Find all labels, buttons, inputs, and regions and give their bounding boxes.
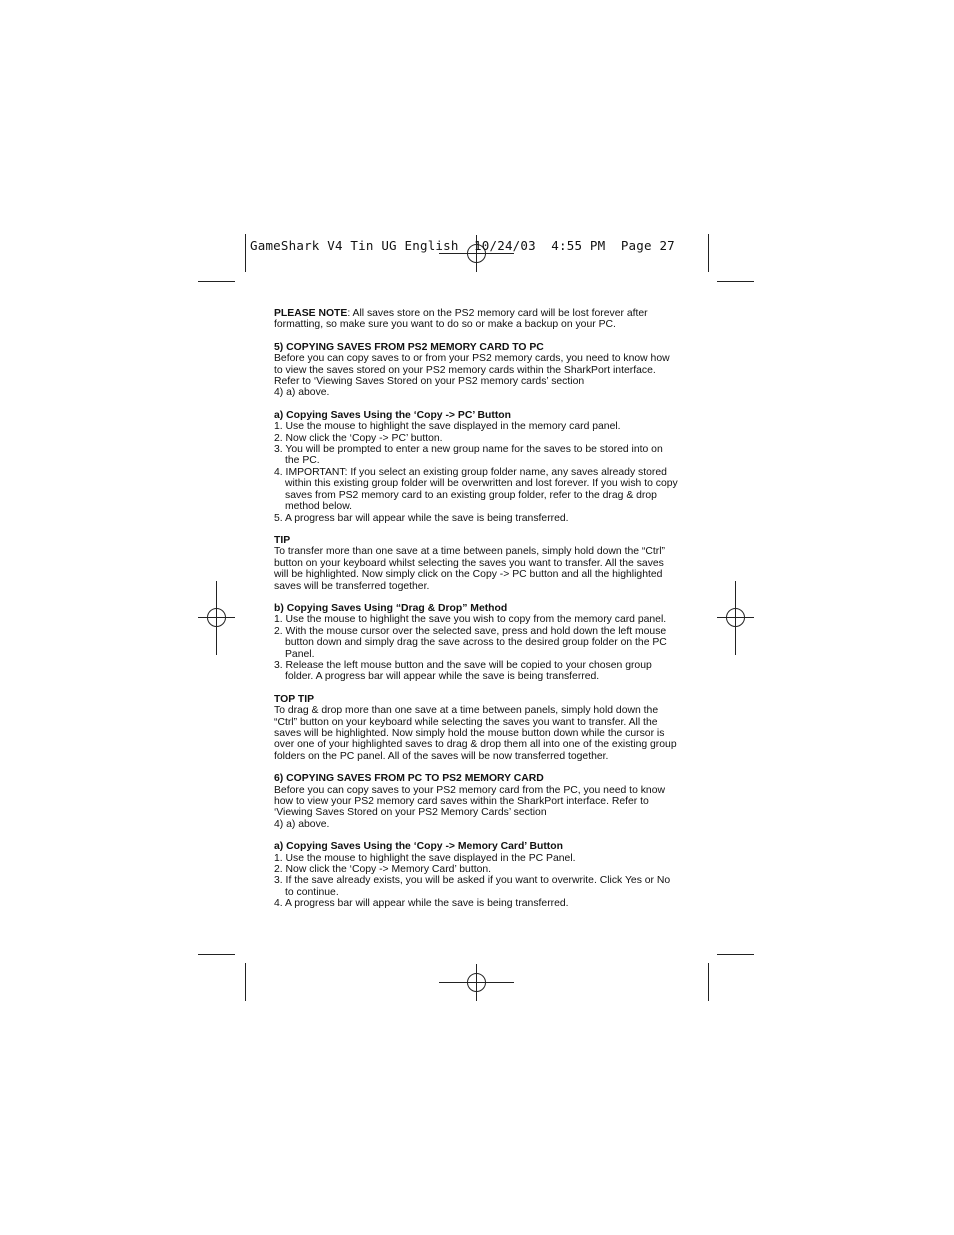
list-item: 1. Use the mouse to highlight the save displayed in the memory card panel. [274, 421, 621, 433]
section-6-heading: 6) COPYING SAVES FROM PC TO PS2 MEMORY CARD [274, 773, 544, 785]
registration-mark-bottom-circle [467, 973, 486, 992]
tip-text: To transfer more than one save at a time between panels, simply hold down the “Ctrl” button on your keyboard whilst selecting the saves you want to transfer. All the saves will be highlighted. Now simply click on the Copy -> PC button and all the highlighted saves will be transferred together. [274, 546, 665, 592]
crop-mark-top-left-horizontal [198, 281, 235, 282]
registration-mark-left-circle [207, 608, 226, 627]
list-item: 4. IMPORTANT: If you select an existing group folder name, any saves already stored within this existing group folder will be overwritten and lost forever. If you wish to copy saves from PS2 memory card to an existing group folder, refer to the drag & drop method below. [274, 466, 678, 513]
section-5 [274, 342, 680, 399]
list-item: 5. A progress bar will appear while the save is being transferred. [274, 512, 569, 524]
list-item: 2. With the mouse cursor over the selected save, press and hold down the left mouse button down and simply drag the save across to the desired group folder on the PC Panel. [274, 625, 667, 660]
section-6a [274, 841, 680, 909]
section-5b [274, 603, 680, 683]
list-item: 1. Use the mouse to highlight the save displayed in the PC Panel. [274, 852, 576, 864]
section-6-ref: 4) a) above. [274, 818, 330, 830]
list-item: 3. If the save already exists, you will be asked if you want to overwrite. Click Yes or No to continue. [274, 875, 671, 898]
top-tip-heading: TOP TIP [274, 693, 315, 705]
crop-mark-bottom-left-vertical [245, 963, 246, 1001]
page-content [274, 308, 680, 921]
section-6 [274, 773, 680, 830]
section-5b-heading: b) Copying Saves Using “Drag & Drop” Method [274, 602, 508, 614]
please-note-text: : All saves store on the PS2 memory card will be lost forever after formatting, so make sure you want to do so or make a backup on your PC. [274, 308, 648, 331]
list-item: 3. You will be prompted to enter a new group name for the saves to be stored into on the PC. [274, 444, 663, 467]
crop-mark-bottom-right-horizontal [717, 954, 754, 955]
crop-mark-top-right-vertical [708, 234, 709, 272]
section-5-heading: 5) COPYING SAVES FROM PS2 MEMORY CARD TO PC [274, 341, 544, 353]
top-tip [274, 694, 680, 762]
list-item: 3. Release the left mouse button and the save will be copied to your chosen group folder. A progress bar will appear while the save is being transferred. [274, 659, 652, 683]
section-5-ref: 4) a) above. [274, 387, 330, 399]
section-5a [274, 410, 680, 524]
list-item: 1. Use the mouse to highlight the save you wish to copy from the memory card panel. [274, 614, 667, 626]
section-5a-heading: a) Copying Saves Using the ‘Copy -> PC’ Button [274, 409, 511, 421]
crop-mark-bottom-right-vertical [708, 963, 709, 1001]
section-5-intro: Before you can copy saves to or from your PS2 memory cards, you need to know how to view the saves stored on your PS2 memory cards within the SharkPort interface. Refer to ‘Viewing Saves Stored on your PS2 memory cards’ section [274, 353, 670, 388]
please-note-label: PLEASE NOTE [274, 308, 348, 319]
please-note [274, 308, 680, 331]
list-item: 4. A progress bar will appear while the save is being transferred. [274, 898, 569, 910]
crop-mark-top-left-vertical [245, 234, 246, 272]
tip-heading: TIP [274, 534, 291, 546]
crop-mark-bottom-left-horizontal [198, 954, 235, 955]
list-item: 2. Now click the ‘Copy -> PC’ button. [274, 432, 443, 444]
section-6-intro: Before you can copy saves to your PS2 memory card from the PC, you need to know how to view your PS2 memory card saves within the SharkPort interface. Refer to ‘Viewing Saves Stored on your PS2 Memory Cards’ section [274, 784, 665, 819]
print-slug-header: GameShark V4 Tin UG English 10/24/03 4:55 PM Page 27 [250, 238, 675, 253]
list-item: 2. Now click the ‘Copy -> Memory Card’ button. [274, 864, 492, 876]
registration-mark-right-circle [726, 608, 745, 627]
crop-mark-top-right-horizontal [717, 281, 754, 282]
section-6a-heading: a) Copying Saves Using the ‘Copy -> Memory Card’ Button [274, 841, 563, 853]
top-tip-text: To drag & drop more than one save at a time between panels, simply hold down the “Ctrl” button on your keyboard while selecting the saves you want to transfer. All the saves will be highlighted. Now simply hold the mouse button down while the cursor is over one of your highlighted saves to drag & drop them all into one of the existing group folders on the PC panel. All of the saves will be now transferred together. [274, 705, 677, 762]
tip [274, 535, 680, 592]
